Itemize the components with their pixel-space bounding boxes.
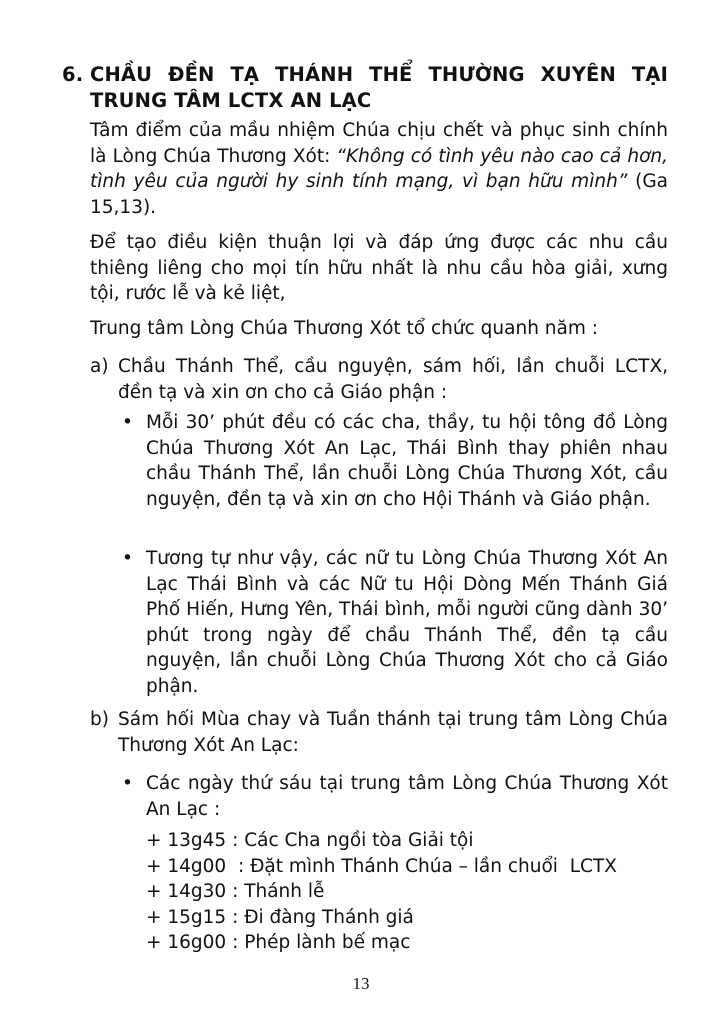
bullet-text: Các ngày thứ sáu tại trung tâm Lòng Chúa Thương Xót An Lạc : xyxy=(146,773,668,820)
organization-paragraph: Trung tâm Lòng Chúa Thương Xót tổ chức quanh năm : xyxy=(90,318,598,339)
schedule-row: + 14g30 : Thánh lễ xyxy=(146,881,325,902)
schedule-row: + 16g00 : Phép lành bế mạc xyxy=(146,932,411,953)
purpose-paragraph: Để tạo điều kiện thuận lợi và đáp ứng được các nhu cầu thiêng liêng cho mọi tín hữu nhất là nhu cầu hòa giải, xưng tội, rước lễ và kẻ liệt, xyxy=(90,232,668,304)
scripture-quote: “Không có tình yêu nào cao cả hơn, tình yêu của người hy sinh tính mạng, vì bạn hữu mình” xyxy=(90,145,668,192)
bullet-icon: • xyxy=(122,412,133,433)
schedule-row: + 13g45 : Các Cha ngồi tòa Giải tội xyxy=(146,830,474,851)
bullet-item xyxy=(118,546,668,699)
schedule-list xyxy=(146,828,668,956)
bullet-icon: • xyxy=(122,773,133,794)
bullet-item xyxy=(118,771,668,822)
list-marker-b: b) xyxy=(90,709,109,730)
list-item-b-text: Sám hối Mùa chay và Tuần thánh tại trung tâm Lòng Chúa Thương Xót An Lạc: xyxy=(118,709,668,756)
bullet-text: Tương tự như vậy, các nữ tu Lòng Chúa Thương Xót An Lạc Thái Bình và các Nữ tu Hội Dòng Mến Thánh Giá Phố Hiến, Hưng Yên, Thái bình, mỗi người cũng dành 30’ phút trong ngày để chầu Thánh Thể, đền tạ cầu nguyện, lần chuỗi Lòng Chúa Thương Xót cho cả Giáo phận. xyxy=(146,548,668,697)
section-heading xyxy=(62,62,668,114)
list-item-b xyxy=(90,707,668,758)
scripture-reference: (Ga 15,13). xyxy=(90,171,668,218)
intro-paragraph xyxy=(90,118,668,220)
schedule-row: + 14g00 : Đặt mình Thánh Chúa – lần chuổi LCTX xyxy=(146,855,617,877)
bullet-text: Mỗi 30’ phút đều có các cha, thầy, tu hội tông đồ Lòng Chúa Thương Xót An Lạc, Thái Bình thay phiên nhau chầu Thánh Thể, lần chuỗi Lòng Chúa Thương Xót, cầu nguyện, đền tạ và xin ơn cho Hội Thánh và Giáo phận. xyxy=(146,412,668,510)
list-item-a-text: Chầu Thánh Thể, cầu nguyện, sám hối, lần chuỗi LCTX, đền tạ và xin ơn cho cả Giáo phận : xyxy=(118,356,668,403)
list-marker-a: a) xyxy=(90,356,109,377)
bullet-icon: • xyxy=(122,548,133,569)
section-title: CHẦU ĐỀN TẠ THÁNH THỂ THƯỜNG XUYÊN TẠI TRUNG TÂM LCTX AN LẠC xyxy=(90,63,668,112)
intro-text: Tâm điểm của mầu nhiệm Chúa chịu chết và phục sinh chính là Lòng Chúa Thương Xót: xyxy=(90,120,668,167)
section-number: 6. xyxy=(62,63,84,86)
bullet-item xyxy=(118,410,668,512)
page-number: 13 xyxy=(352,974,370,993)
list-item-a xyxy=(90,354,668,405)
schedule-row: + 15g15 : Đi đàng Thánh giá xyxy=(146,906,414,928)
